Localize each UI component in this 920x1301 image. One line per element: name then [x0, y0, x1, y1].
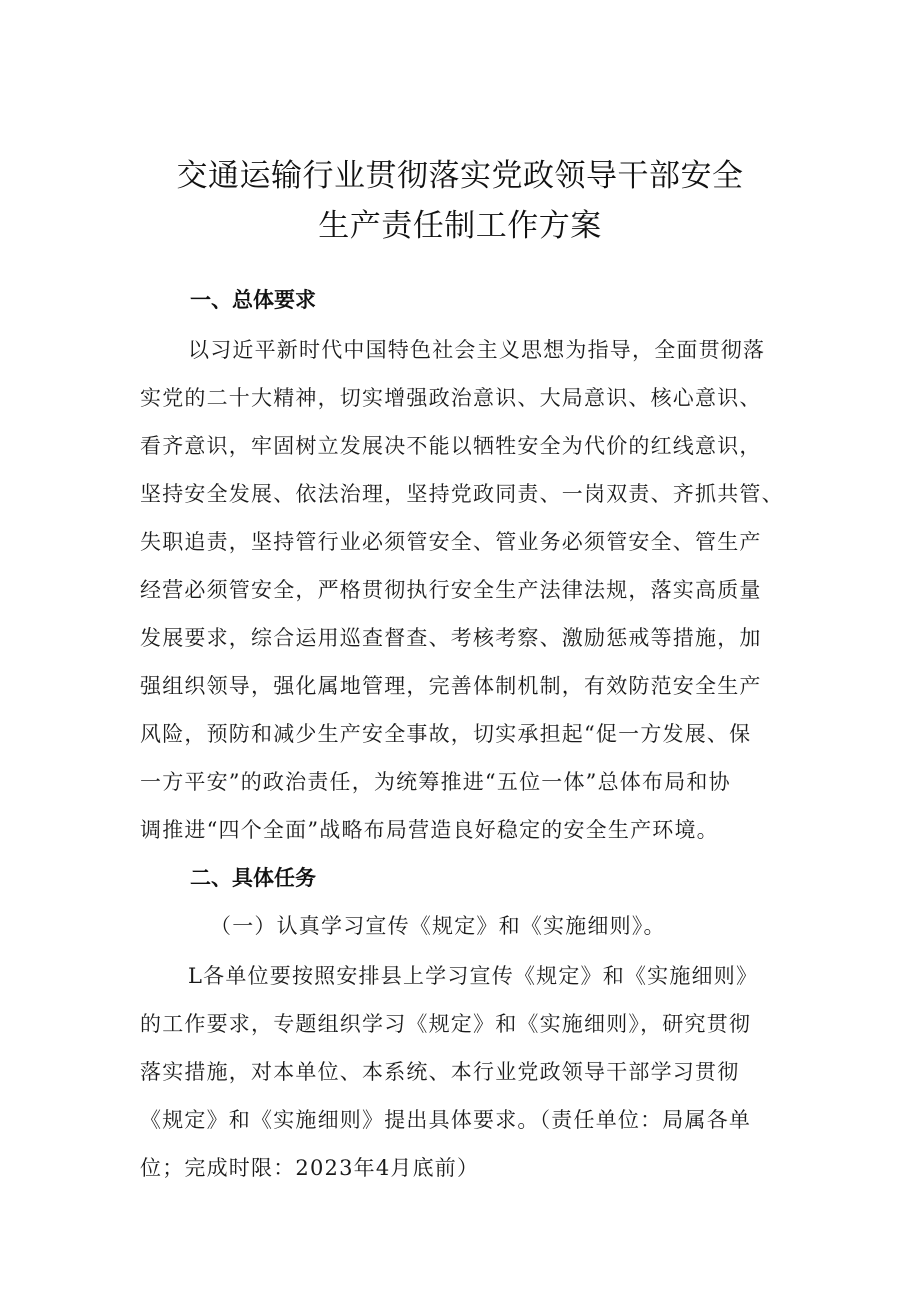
section-heading-specific-tasks: 二、具体任务	[190, 866, 316, 890]
paragraph-line: 一方平安”的政治责任，为统筹推进“五位一体”总体布局和协	[140, 770, 731, 794]
subsection-heading: （一）认真学习宣传《规定》和《实施细则》。	[210, 914, 666, 938]
paragraph-line: 《规定》和《实施细则》提出具体要求。（责任单位：局属各单	[140, 1108, 752, 1132]
document-title-line-2: 生产责任制工作方案	[318, 208, 602, 244]
paragraph-line: 经营必须管安全，严格贯彻执行安全生产法律法规，落实高质量	[140, 578, 762, 602]
paragraph-line: 看齐意识，牢固树立发展决不能以牺牲安全为代价的红线意识，	[140, 434, 762, 458]
paragraph-line: 风险，预防和减少生产安全事故，切实承担起“促一方发展、保	[140, 722, 752, 746]
paragraph-line: 失职追责，坚持管行业必须管安全、管业务必须管安全、管生产	[140, 530, 762, 554]
paragraph-line: 强组织领导，强化属地管理，完善体制机制，有效防范安全生产	[140, 674, 762, 698]
paragraph-line: L各单位要按照安排县上学习宣传《规定》和《实施细则》	[188, 964, 759, 988]
paragraph-line: 发展要求，综合运用巡查督查、考核考察、激励惩戒等措施，加	[140, 626, 762, 650]
paragraph-line: 调推进“四个全面”战略布局营造良好稳定的安全生产环境。	[140, 818, 719, 842]
paragraph-line: 落实措施，对本单位、本系统、本行业党政领导干部学习贯彻	[140, 1060, 740, 1084]
paragraph-line: 坚持安全发展、依法治理，坚持党政同责、一岗双责、齐抓共管、	[140, 482, 784, 506]
section-heading-general-requirements: 一、总体要求	[190, 288, 316, 312]
document-title-line-1: 交通运输行业贯彻落实党政领导干部安全	[176, 158, 744, 194]
paragraph-line: 实党的二十大精神，切实增强政治意识、大局意识、核心意识、	[140, 386, 762, 410]
paragraph-line: 以习近平新时代中国特色社会主义思想为指导，全面贯彻落	[188, 338, 766, 362]
paragraph-line: 的工作要求，专题组织学习《规定》和《实施细则》，研究贯彻	[140, 1012, 752, 1036]
paragraph-line: 位；完成时限：2023年4月底前）	[140, 1156, 480, 1180]
